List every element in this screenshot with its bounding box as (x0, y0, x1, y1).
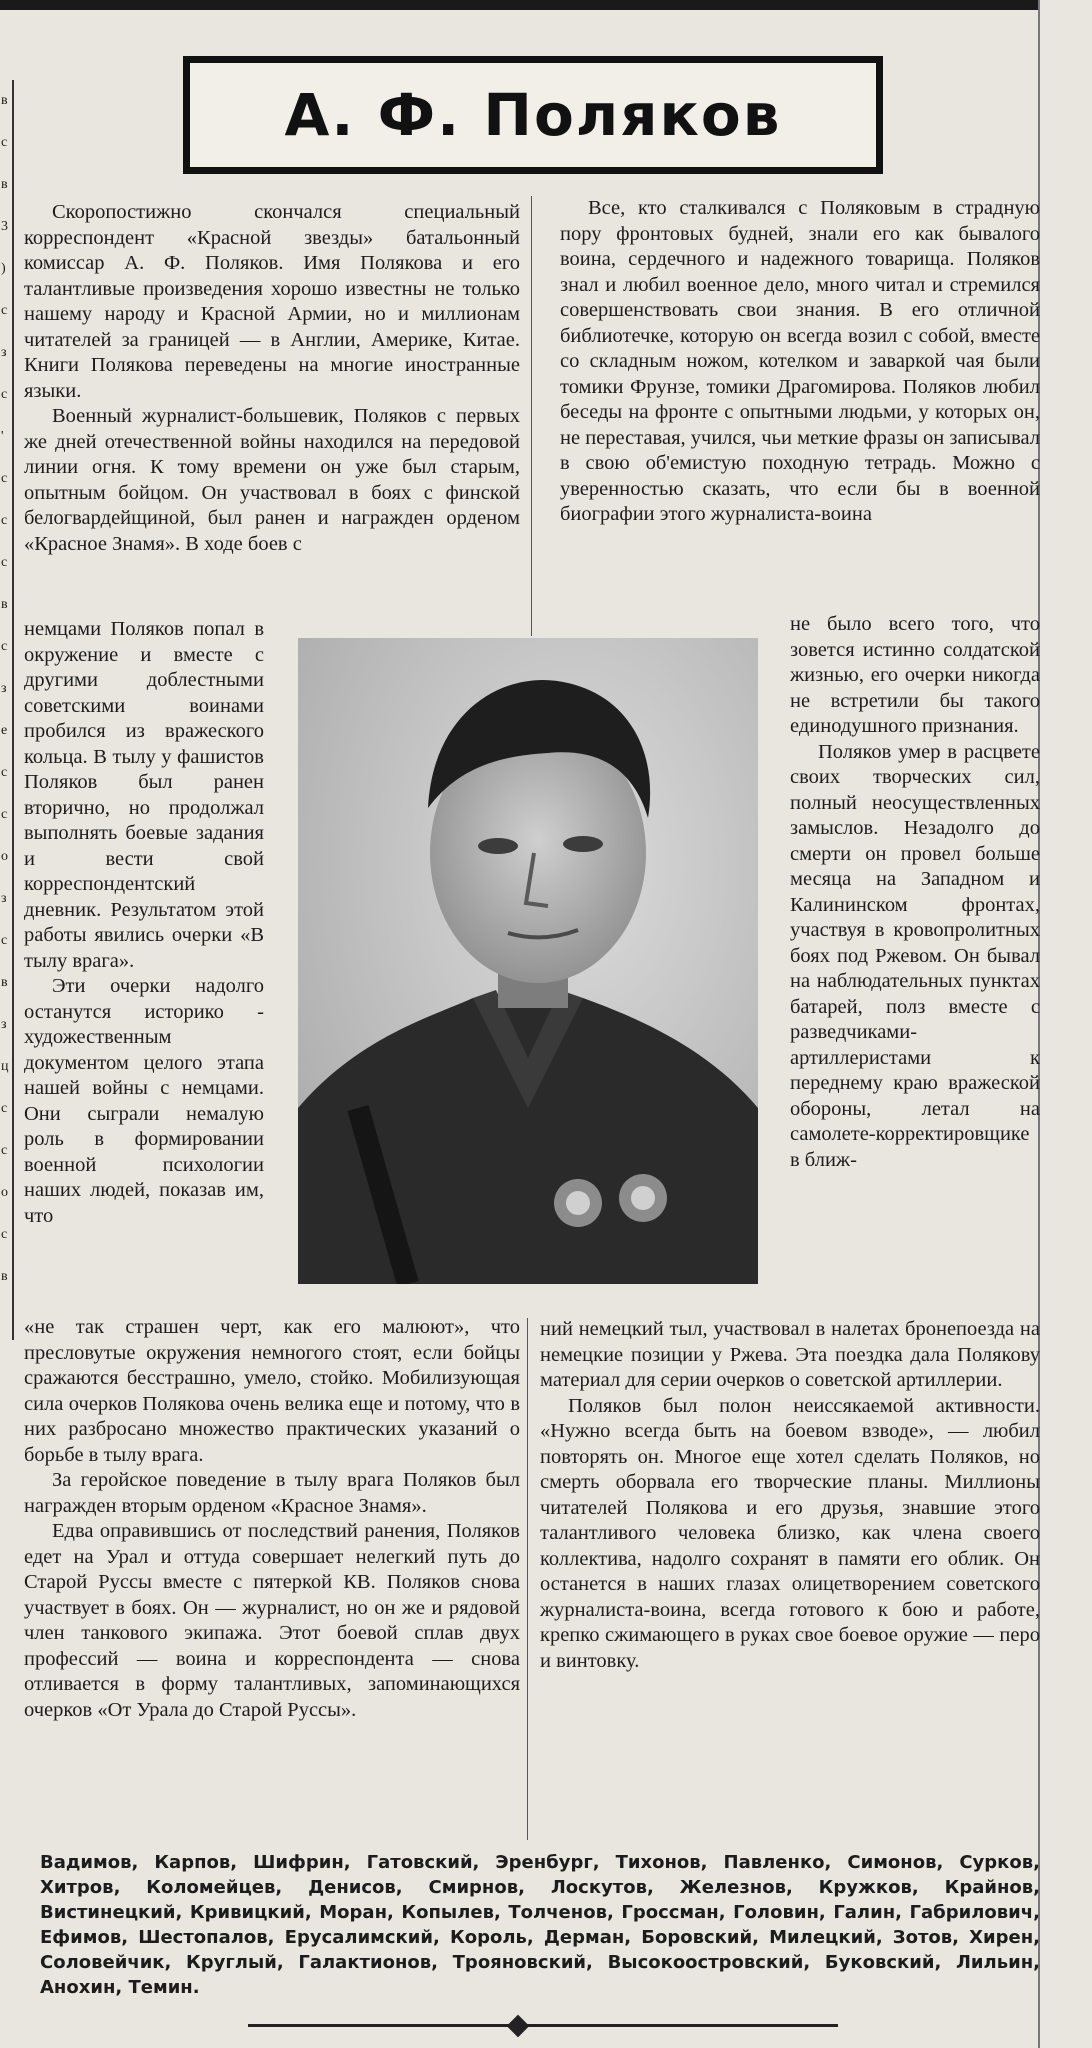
fragment-char: с (1, 387, 8, 402)
fragment-char: с (1, 639, 8, 654)
signatures: Вадимов, Карпов, Шифрин, Гатовский, Эренбург, Тихонов, Павленко, Симонов, Сурков, Хитров, Коломейцев, Денисов, Смирнов, Лоскутов, Железнов, Кружков, Крайнов, Вистинецкий, Кривицкий, Моран, Копылев, Толченов, Гроссман, Головин, Галин, Габрилович, Ефимов, Шестопалов, Ерусалимский, Король, Дерман, Боровский, Милецкий, Зотов, Хирен, Соловейчик, Круглый, Галактионов, Трояновский, Высокоостровский, Буковский, Лильин, Анохин, Темин. (40, 1852, 1040, 1998)
fragment-char: с (1, 1101, 8, 1116)
fragment-char: с (1, 513, 8, 528)
fragment-char: з (1, 681, 7, 696)
fragment-char: с (1, 303, 8, 318)
fragment-char: ' (1, 429, 4, 444)
title-frame (183, 56, 883, 174)
column-2-bottom (540, 1317, 1040, 1674)
paragraph: Поляков умер в расцвете своих творческих сил, полный неосуществленных замыслов. Незадолго до смерти он провел больше месяца на Западном и Калининском фронтах, участвуя в кровопролитных боях под Ржевом. Он бывал на наблюдательных пунктах батарей, полз вместе с разведчиками-артиллеристами к переднему краю вражеской обороны, летал на самолете-корректировщике в ближ- (790, 740, 1040, 1171)
article-title: А. Ф. Поляков (284, 81, 782, 149)
fragment-char: в (1, 1269, 8, 1284)
fragment-char: в (1, 93, 8, 108)
paragraph: Поляков был полон неиссякаемой активности. «Нужно всегда быть на боевом взводе», — любил повторять он. Многое еще хотел сделать Поляков, но смерть оборвала его творческие планы. Миллионы читателей Полякова и его друзья, знавшие этого талантливого человека близко, как члена своего коллектива, надолго сохранят в памяти его облик. Он останется в наших глазах олицетворением советского журналиста-воина, всегда готового к бою и работе, крепко сжимающего в руках свое боевое оружие — перо и винтовку. (540, 1394, 1040, 1672)
fragment-char: с (1, 765, 8, 780)
fragment-char: в (1, 975, 8, 990)
portrait-photo (298, 638, 758, 1284)
paragraph: За геройское поведение в тылу врага Поляков был награжден вторым орденом «Красное Знамя». (24, 1469, 520, 1517)
fragment-char: в (1, 177, 8, 192)
top-rule (0, 0, 1040, 10)
column-1-top (24, 200, 520, 557)
portrait-icon (298, 638, 758, 1284)
fragment-char: 3 (1, 219, 8, 234)
paragraph: Все, кто сталкивался с Поляковым в страдную пору фронтовых будней, знали его как бывалого воина, сердечного и надежного товарища. Поляков знал и любил военное дело, много читал и стремился совершенствовать свои знания. В его отличной библиотечке, которую он всегда возил с собой, вместе со складным ножом, котелком и заваркой чая были томики Фрунзе, томики Драгомирова. Поляков любил беседы на фронте с опытными людьми, у которых он, не переставая, учился, чьи меткие фразы он записывал в свою об'емистую походную тетрадь. Можно с уверенностью сказать, что если бы в военной биографии этого журналиста-воина (560, 197, 1040, 525)
column-2-narrow (790, 612, 1040, 1173)
fragment-char: с (1, 471, 8, 486)
fragment-char: с (1, 1143, 8, 1158)
column-1-narrow (24, 617, 264, 1229)
fragment-char: с (1, 933, 8, 948)
fragment-char: ) (1, 261, 6, 276)
fragment-char: ц (1, 1059, 9, 1074)
paragraph: Скоропостижно скончался специальный корреспондент «Красной звезды» батальонный комиссар А. Ф. Поляков. Имя Полякова и его талантливые произведения хорошо известны не только нашему народу и Красной Армии, но и миллионам читателей за границей — в Англии, Америке, Китае. Книги Полякова переведены на многие иностранные языки. (24, 201, 520, 402)
paragraph: Военный журналист-большевик, Поляков с первых же дней отечественной войны находился на передовой линии огня. К тому времени он уже был старым, опытным бойцом. Он участвовал в боях с финской белогвардейщиной, был ранен и награжден орденом «Красное Знамя». В ходе боев с (24, 405, 520, 555)
bottom-rule (248, 2024, 838, 2027)
paragraph: «не так страшен черт, как его малюют», что пресловутые окружения немногого стоят, если бойцы сражаются бесстрашно, умело, стойко. Мобилизующая сила очерков Полякова очень велика еще и потому, что в них разбросано множество практических указаний о борьбе в тылу врага. (24, 1316, 520, 1466)
fragment-char: с (1, 135, 8, 150)
column-1-bottom (24, 1315, 520, 1723)
fragment-char: с (1, 807, 8, 822)
fragment-char: о (1, 1185, 8, 1200)
fragment-char: з (1, 1017, 7, 1032)
fragment-char: з (1, 891, 7, 906)
previous-column-fragment (0, 80, 14, 1340)
paragraph: не было всего того, что зовется истинно солдатской жизнью, его очерки никогда не встретили бы такого единодушного признания. (790, 613, 1040, 737)
bottom-ornament (507, 2015, 530, 2038)
paragraph: ний немецкий тыл, участвовал в налетах бронепоезда на немецкие позиции у Ржева. Эта поездка дала Полякову материал для серии очерков о советской артиллерии. (540, 1318, 1040, 1391)
paragraph: немцами Поляков попал в окружение и вместе с другими доблестными советскими воинами пробился из вражеского кольца. В тылу у фашистов Поляков был ранен вторично, но продолжал выполнять боевые задания и вести свой корреспондентский дневник. Результатом этой работы явились очерки «В тылу врага». (24, 618, 264, 972)
fragment-char: о (1, 849, 8, 864)
fragment-char: с (1, 1227, 8, 1242)
fragment-char: с (1, 555, 8, 570)
column-divider-bottom (527, 1318, 528, 1840)
fragment-char: з (1, 345, 7, 360)
fragment-char: е (1, 723, 8, 738)
fragment-char: в (1, 597, 8, 612)
column-divider-top (531, 196, 532, 636)
paragraph: Эти очерки надолго останутся историко - художественным документом целого этапа нашей войны с немцами. Они сыграли немалую роль в формировании военной психологии наших людей, показав им, что (24, 975, 264, 1227)
column-2-top (560, 196, 1040, 528)
paragraph: Едва оправившись от последствий ранения, Поляков едет на Урал и оттуда совершает нелегкий путь до Старой Руссы вместе с пятеркой КВ. Поляков снова участвует в боях. Он — журналист, но он же и рядовой член танкового экипажа. Этот боевой сплав двух профессий — воина и корреспондента — снова отливается в форму талантливых, запоминающихся очерков «От Урала до Старой Руссы». (24, 1520, 520, 1721)
